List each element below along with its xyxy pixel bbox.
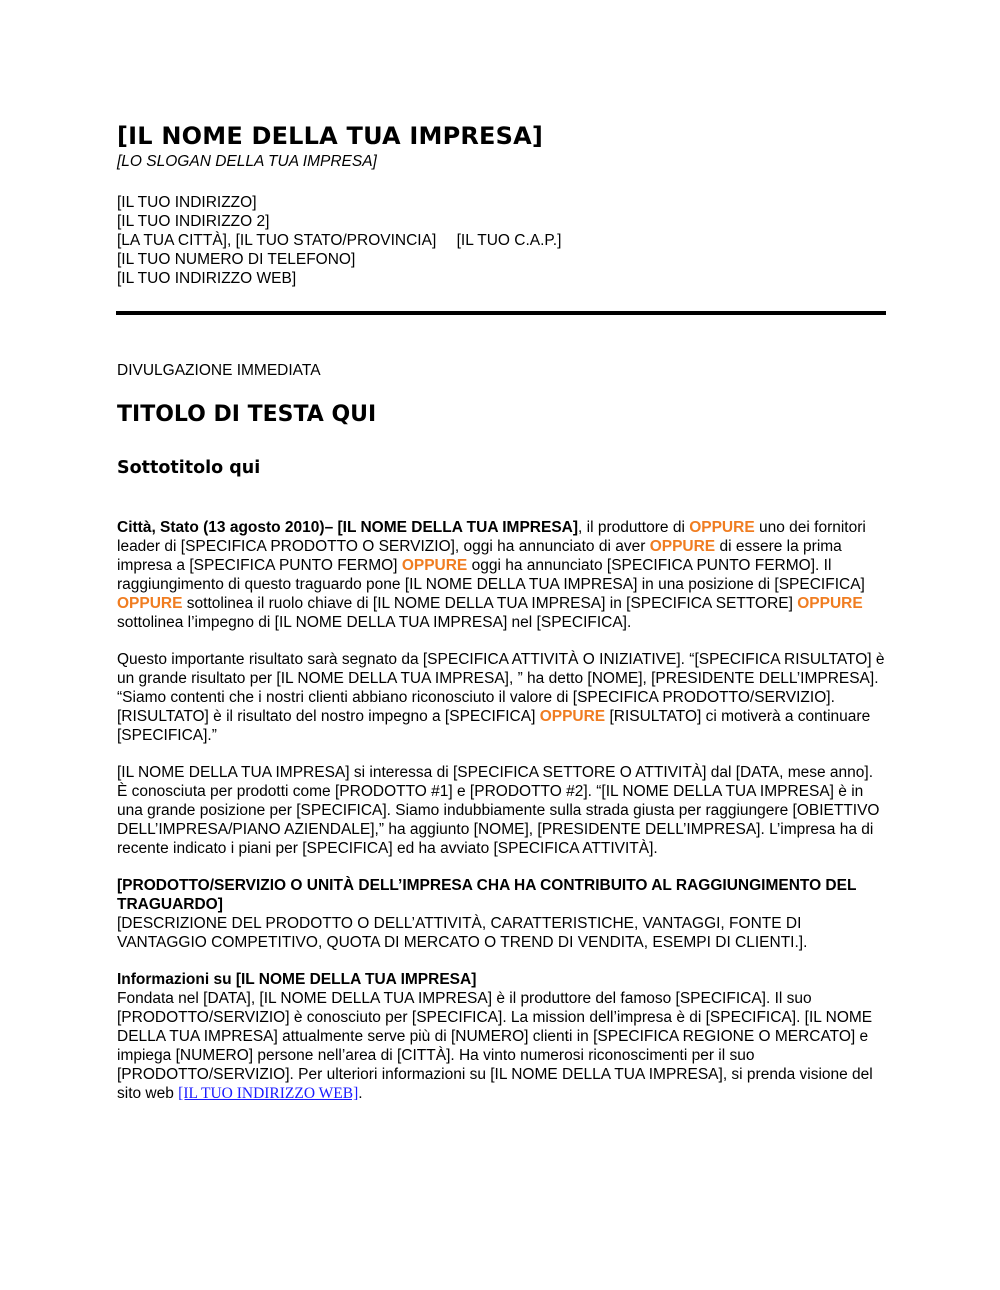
or-highlight: OPPURE xyxy=(797,595,863,612)
paragraph-2 xyxy=(117,650,887,745)
company-slogan: [LO SLOGAN DELLA TUA IMPRESA] xyxy=(117,153,377,170)
press-release-body xyxy=(117,518,887,1121)
section-about-title: Informazioni su [IL NOME DELLA TUA IMPRESA] xyxy=(117,971,477,988)
p1-text-4: oggi ha annunciato [SPECIFICA PUNTO FERMO]. Il raggiungimento di questo traguardo pone [IL NOME DELLA TUA IMPRESA] in una posizione di [SPECIFICA] xyxy=(117,557,865,593)
contact-block xyxy=(117,193,561,288)
p1-text-3: di essere la prima impresa a [SPECIFICA PUNTO FERMO] xyxy=(117,538,842,574)
or-highlight: OPPURE xyxy=(401,557,468,574)
section-product-title: [PRODOTTO/SERVIZIO O UNITÀ DELL’IMPRESA CHA HA CONTRIBUITO AL RAGGIUNGIMENTO DEL TRAGUARDO] xyxy=(117,877,857,913)
paragraph-1 xyxy=(117,518,887,632)
city-state-zip xyxy=(117,231,561,250)
p1-text-2: uno dei fornitori leader di [SPECIFICA PRODOTTO O SERVIZIO], oggi ha annunciato di aver xyxy=(117,519,866,555)
or-highlight: OPPURE xyxy=(117,595,183,612)
section-about-text: Fondata nel [DATA], [IL NOME DELLA TUA IMPRESA] è il produttore del famoso [SPECIFICA]. Il suo [PRODOTTO/SERVIZIO] è conosciuto per [SPECIFICA]. La mission dell’impresa è di [SPECIFICA]. [IL NOME DELLA TUA IMPRESA] attualmente serve più di [NUMERO] clienti in [SPECIFICA REGIONE O MERCATO] e impiega [NUMERO] persone nell’area di [CITTÀ]. Ha vinto numerosi riconoscimenti per il suo [PRODOTTO/SERVIZIO]. Per ulteriori informazioni su [IL NOME DELLA TUA IMPRESA], si prenda visione del sito web xyxy=(117,990,873,1102)
web-address: [IL TUO INDIRIZZO WEB] xyxy=(117,270,297,287)
or-highlight: OPPURE xyxy=(649,538,716,555)
p1-text-1: , il produttore di xyxy=(578,519,690,536)
zip-code: [IL TUO C.A.P.] xyxy=(456,232,562,249)
city-state: [LA TUA CITTÀ], [IL TUO STATO/PROVINCIA] xyxy=(117,232,437,249)
website-link[interactable]: [IL TUO INDIRIZZO WEB] xyxy=(178,1085,359,1102)
address-line-2: [IL TUO INDIRIZZO 2] xyxy=(117,213,270,230)
p1-text-6: sottolinea l’impegno di [IL NOME DELLA TUA IMPRESA] nel [SPECIFICA]. xyxy=(117,614,632,631)
release-label: DIVULGAZIONE IMMEDIATA xyxy=(117,362,321,379)
p2-text-2: [RISULTATO] ci motiverà a continuare [SPECIFICA].” xyxy=(117,708,871,744)
section-product-text: [DESCRIZIONE DEL PRODOTTO O DELL’ATTIVITÀ, CARATTERISTICHE, VANTAGGI, FONTE DI VANTAGGIO COMPETITIVO, QUOTA DI MERCATO O TREND DI VENDITA, ESEMPI DI CLIENTI.]. xyxy=(117,915,808,951)
dateline: Città, Stato (13 agosto 2010)– [IL NOME DELLA TUA IMPRESA] xyxy=(117,519,579,536)
p2-text-1: Questo importante risultato sarà segnato da [SPECIFICA ATTIVITÀ O INIZIATIVE]. “[SPECIFICA RISULTATO] è un grande risultato per [IL NOME DELLA TUA IMPRESA], ” ha detto [NOME], [PRESIDENTE DELL’IMPRESA]. “Siamo contenti che i nostri clienti abbiano riconosciuto il valore di [SPECIFICA PRODOTTO/SERVIZIO]. [RISULTATO] è il risultato del nostro impegno a [SPECIFICA] xyxy=(117,651,885,725)
subheadline: Sottotitolo qui xyxy=(117,458,261,478)
or-highlight: OPPURE xyxy=(689,519,755,536)
section-about xyxy=(117,970,887,1103)
or-highlight: OPPURE xyxy=(539,708,606,725)
address-line-1: [IL TUO INDIRIZZO] xyxy=(117,194,257,211)
section-about-end: . xyxy=(358,1085,363,1102)
header-divider xyxy=(116,311,886,315)
paragraph-3: [IL NOME DELLA TUA IMPRESA] si interessa di [SPECIFICA SETTORE O ATTIVITÀ] dal [DATA, mese anno]. È conosciuta per prodotti come [PRODOTTO #1] e [PRODOTTO #2]. “[IL NOME DELLA TUA IMPRESA] è in una grande posizione per [SPECIFICA]. Siamo indubbiamente sulla strada giusta per raggiungere [OBIETTIVO DELL’IMPRESA/PIANO AZIENDALE],” ha aggiunto [NOME], [PRESIDENTE DELL’IMPRESA]. L’impresa ha di recente indicato i piani per [SPECIFICA] ed ha avviato [SPECIFICA ATTIVITÀ]. xyxy=(117,764,880,857)
p1-text-5: sottolinea il ruolo chiave di [IL NOME DELLA TUA IMPRESA] in [SPECIFICA SETTORE] xyxy=(182,595,798,612)
section-product xyxy=(117,876,887,952)
company-name: [IL NOME DELLA TUA IMPRESA] xyxy=(117,122,544,150)
headline: TITOLO DI TESTA QUI xyxy=(117,402,377,427)
phone-number: [IL TUO NUMERO DI TELEFONO] xyxy=(117,251,356,268)
